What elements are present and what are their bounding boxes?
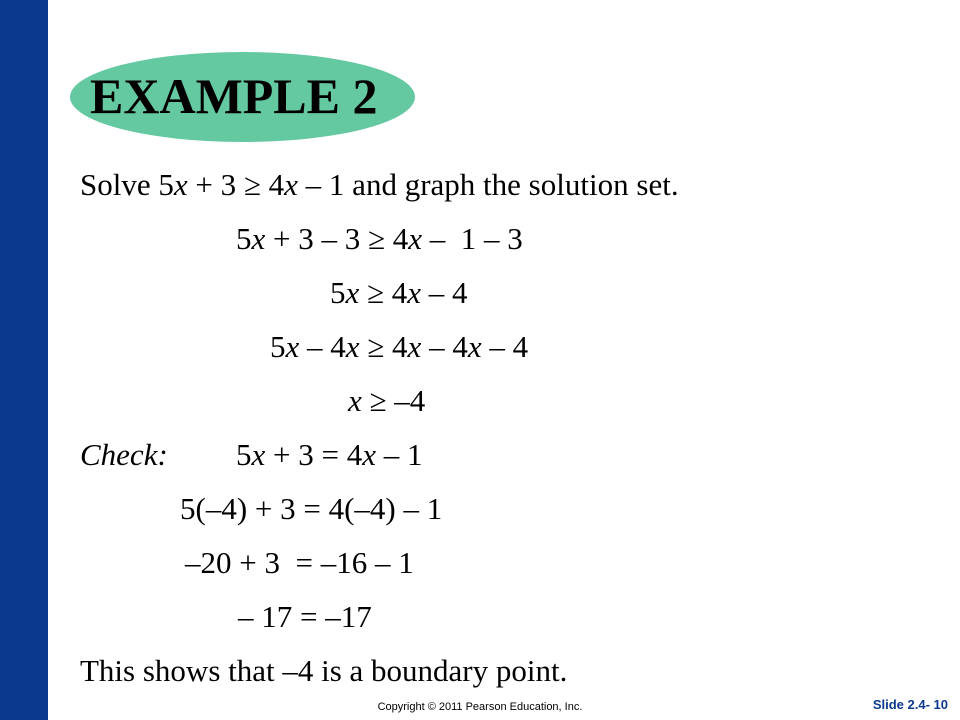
problem-statement: Solve 5x + 3 ≥ 4x – 1 and graph the solution set. [80, 167, 679, 202]
slide-title: EXAMPLE 2 [90, 68, 378, 124]
solution-step-4: x ≥ –4 [348, 383, 426, 418]
conclusion: This shows that –4 is a boundary point. [80, 653, 568, 688]
solution-step-3: 5x – 4x ≥ 4x – 4x – 4 [270, 329, 529, 364]
copyright-notice: Copyright © 2011 Pearson Education, Inc. [377, 701, 583, 713]
check-equation: 5x + 3 = 4x – 1 [236, 437, 423, 472]
check-step-1: 5(–4) + 3 = 4(–4) – 1 [180, 491, 443, 526]
check-step-2: –20 + 3 = –16 – 1 [185, 545, 414, 580]
solution-step-1: 5x + 3 – 3 ≥ 4x – 1 – 3 [236, 221, 523, 256]
left-accent-bar [0, 0, 48, 720]
slide-number: Slide 2.4- 10 [872, 697, 948, 712]
check-label: Check: [80, 437, 168, 472]
solution-step-2: 5x ≥ 4x – 4 [330, 275, 468, 310]
check-step-3: – 17 = –17 [238, 599, 372, 634]
